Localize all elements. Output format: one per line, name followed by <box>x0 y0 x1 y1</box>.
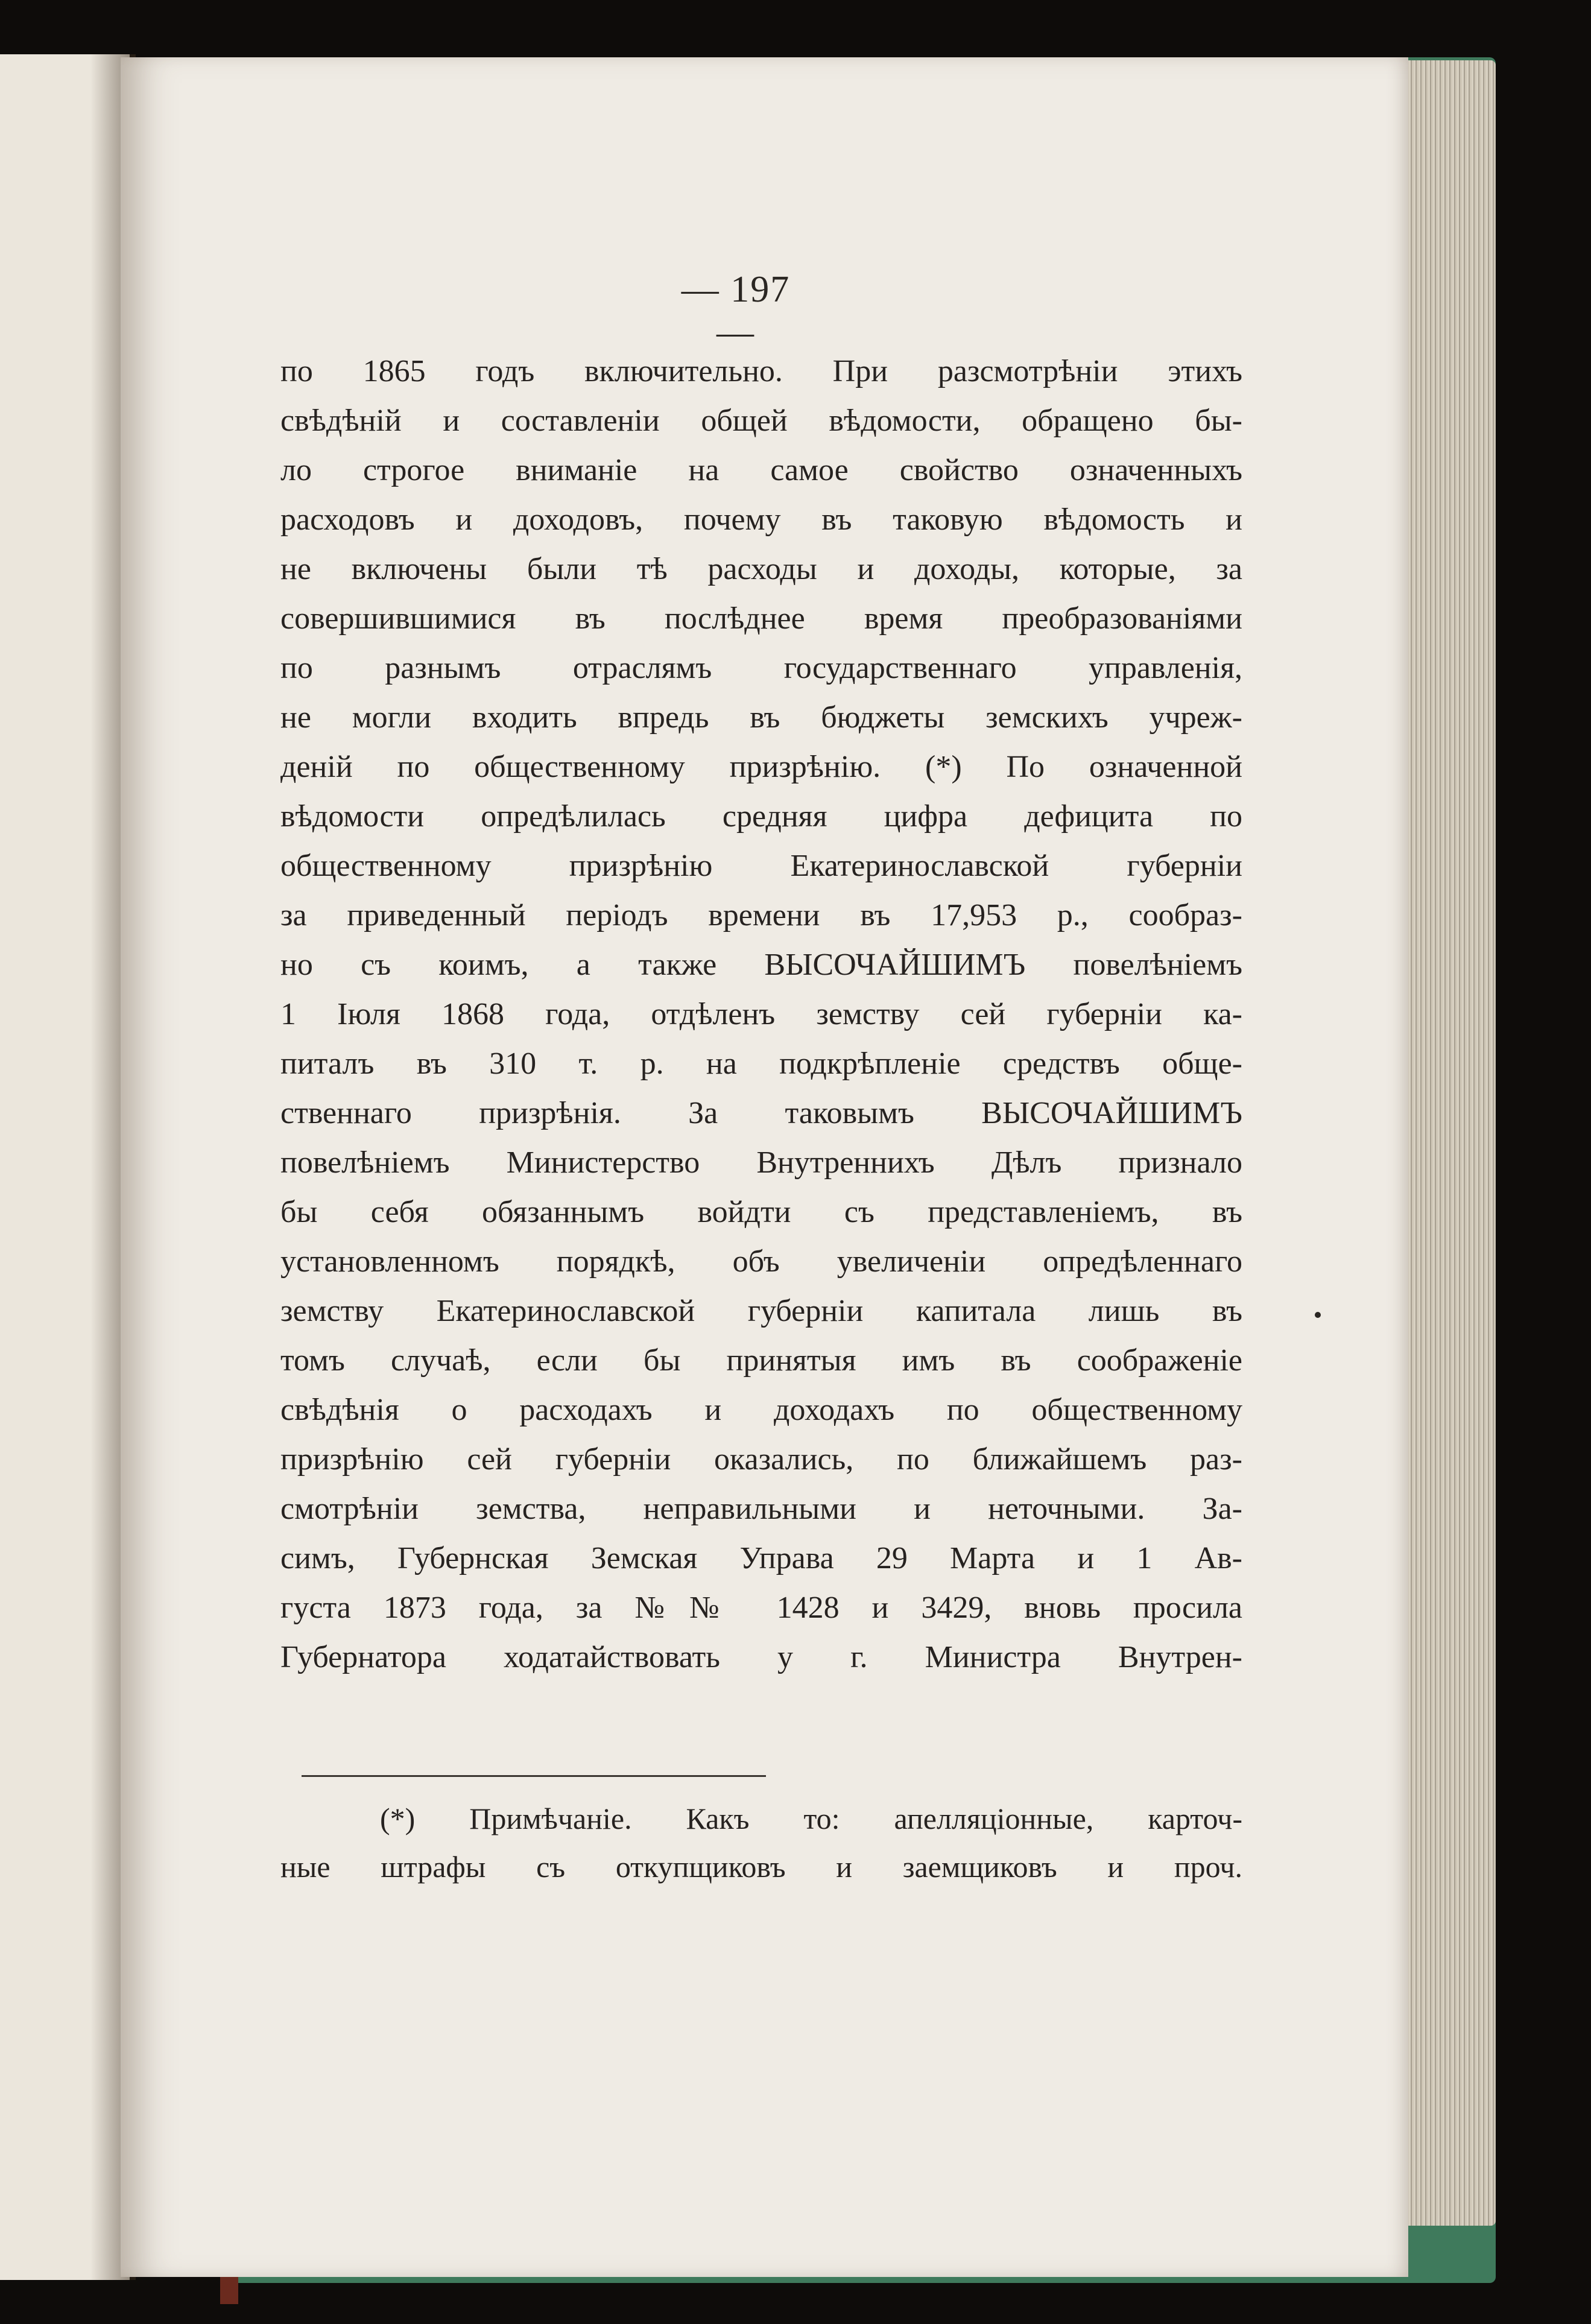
text-line: не включены были тѣ расходы и доходы, которые, за <box>280 552 1242 586</box>
text-line: густа 1873 года, за №№ 1428 и 3429, вновь просила <box>280 1591 1242 1625</box>
text-line: томъ случаѣ, если бы принятыя имъ въ соображеніе <box>280 1343 1242 1378</box>
text-line: общественному призрѣнію Екатеринославской губерніи <box>280 849 1242 883</box>
text-line: совершившимися въ послѣднее время преобразованіями <box>280 601 1242 636</box>
text-line: питалъ въ 310 т. р. на подкрѣпленіе средствъ обще- <box>280 1046 1242 1081</box>
text-line: ло строгое вниманіе на самое свойство означенныхъ <box>280 453 1242 487</box>
text-line: свѣдѣнія о расходахъ и доходахъ по общественному <box>280 1393 1242 1427</box>
text-line: по 1865 годъ включительно. При разсмотрѣніи этихъ <box>280 354 1242 388</box>
text-line: свѣдѣній и составленіи общей вѣдомости, обращено бы- <box>280 404 1242 438</box>
text-line: ственнаго призрѣнія. За таковымъ ВЫСОЧАЙШИМЪ <box>280 1096 1242 1130</box>
text-line: земству Екатеринославской губерніи капитала лишь въ <box>280 1294 1242 1328</box>
text-line: Губернатора ходатайствовать у г. Министра Внутрен- <box>280 1640 1242 1674</box>
text-line: призрѣнію сей губерніи оказались, по ближайшемъ раз- <box>280 1442 1242 1477</box>
page-number: — 197 — <box>681 269 791 353</box>
body-text <box>280 347 1242 1682</box>
ink-speck <box>1315 1312 1321 1318</box>
text-line: 1 Іюля 1868 года, отдѣленъ земству сей губерніи ка- <box>280 997 1242 1031</box>
text-line: не могли входить впредь въ бюджеты земскихъ учреж- <box>280 700 1242 735</box>
text-line: установленномъ порядкѣ, объ увеличеніи опредѣленнаго <box>280 1244 1242 1279</box>
footnote <box>280 1794 1242 1891</box>
footnote-rule <box>302 1775 766 1777</box>
text-line: по разнымъ отраслямъ государственнаго управленія, <box>280 651 1242 685</box>
footnote-line: ные штрафы съ откупщиковъ и заемщиковъ и проч. <box>280 1850 1242 1884</box>
text-line: деній по общественному призрѣнію. (*) По означенной <box>280 750 1242 784</box>
text-line: вѣдомости опредѣлилась средняя цифра дефицита по <box>280 799 1242 834</box>
text-line: за приведенный періодъ времени въ 17,953 р., сообраз- <box>280 898 1242 932</box>
footnote-line: (*) Примѣчаніе. Какъ то: апелляціонные, карточ- <box>380 1802 1242 1835</box>
text-line: повелѣніемъ Министерство Внутреннихъ Дѣлъ признало <box>280 1145 1242 1180</box>
text-line: бы себя обязаннымъ войдти съ представленіемъ, въ <box>280 1195 1242 1229</box>
text-line: расходовъ и доходовъ, почему въ таковую вѣдомость и <box>280 502 1242 537</box>
page-block-edges <box>1399 60 1496 2226</box>
text-line: смотрѣніи земства, неправильными и неточными. За- <box>280 1492 1242 1526</box>
text-line: симъ, Губернская Земская Управа 29 Марта и 1 Ав- <box>280 1541 1242 1575</box>
text-line: но съ коимъ, а также ВЫСОЧАЙШИМЪ повелѣніемъ <box>280 948 1242 982</box>
